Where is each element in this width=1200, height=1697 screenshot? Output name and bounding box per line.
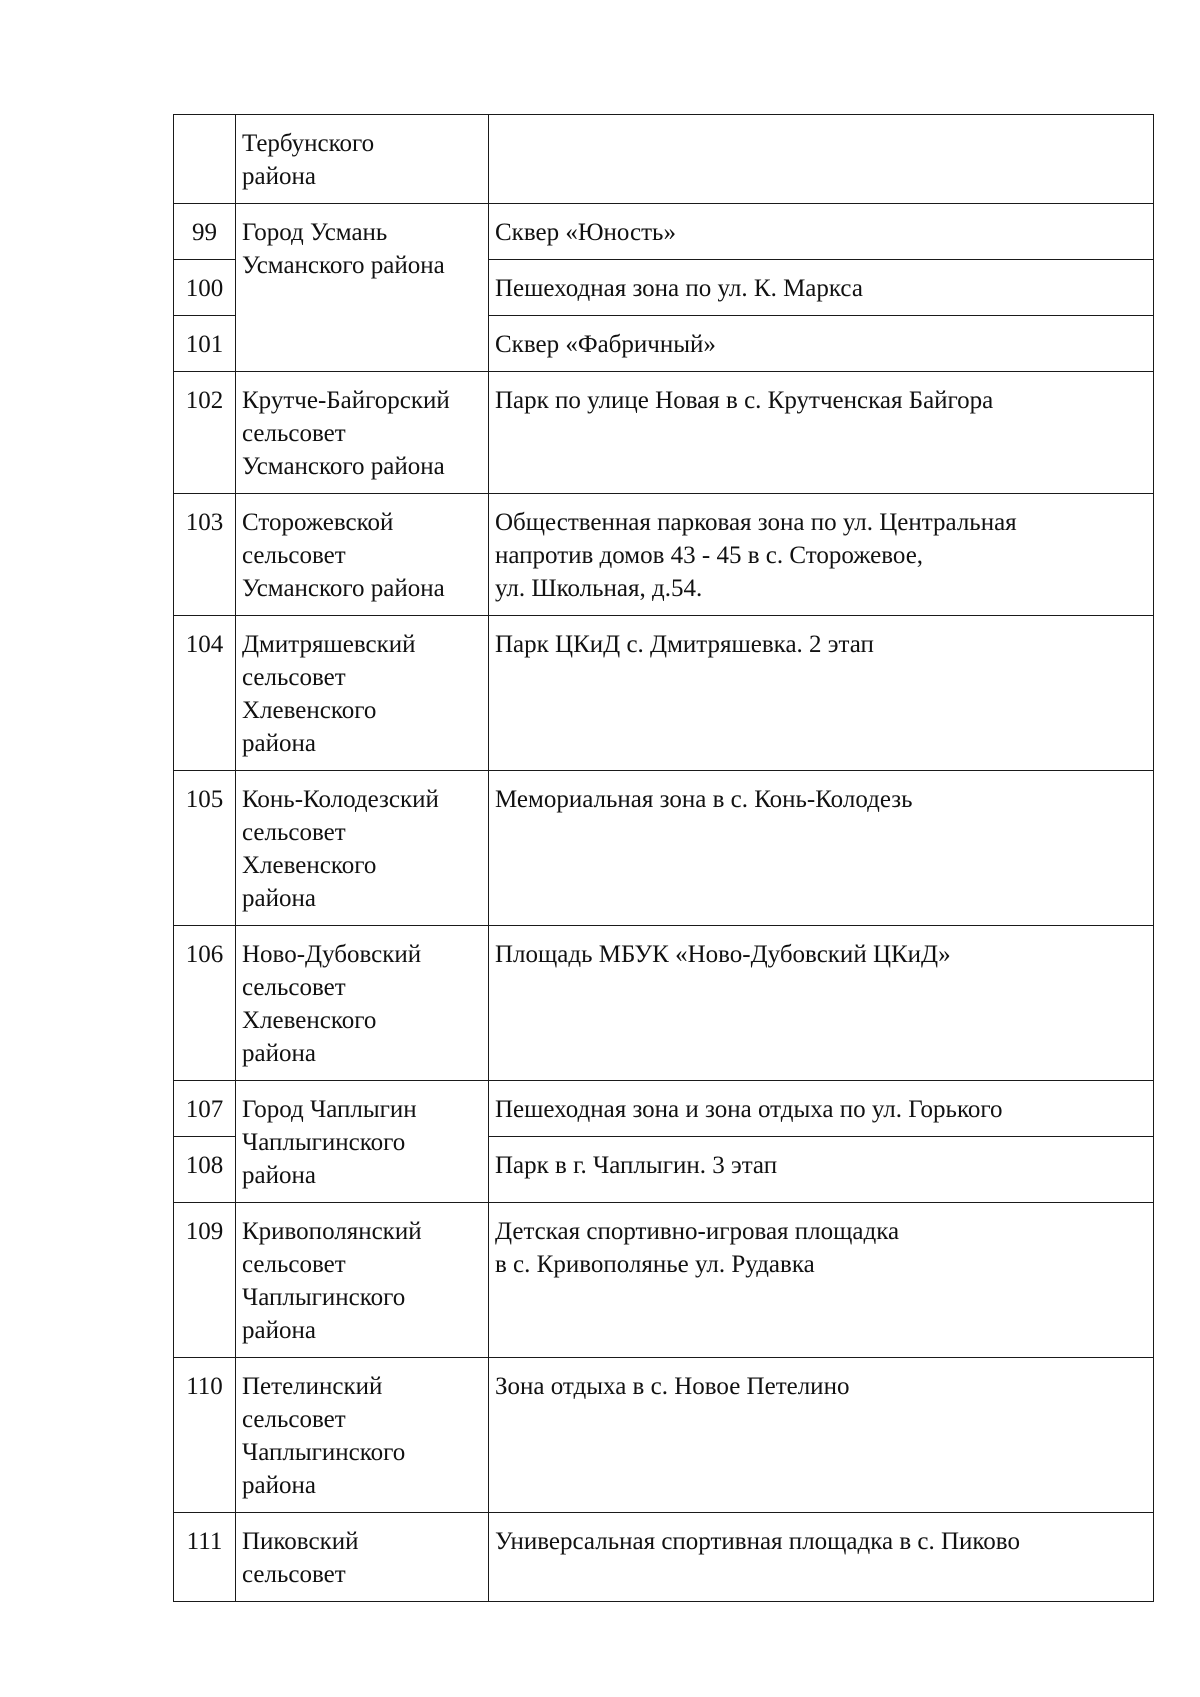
table-row [174,115,1154,204]
row-number: 102 [174,372,236,494]
object-cell: Площадь МБУК «Ново-Дубовский ЦКиД» [489,926,1154,1081]
municipality-cell: Крутче-Байгорский сельсовет Усманского района [236,372,489,494]
object-cell: Общественная парковая зона по ул. Центральная напротив домов 43 - 45 в с. Сторожевое, ул. Школьная, д.54. [489,494,1154,616]
table-row [174,1358,1154,1513]
table-row [174,616,1154,771]
municipality-cell: Пиковский сельсовет [236,1513,489,1602]
municipality-cell: Конь-Колодезский сельсовет Хлевенского района [236,771,489,926]
row-number: 110 [174,1358,236,1513]
row-number: 100 [174,260,236,316]
table-row [174,204,1154,260]
row-number: 107 [174,1081,236,1137]
object-cell: Парк в г. Чаплыгин. 3 этап [489,1137,1154,1203]
municipality-cell: Город Чаплыгин Чаплыгинского района [236,1081,489,1203]
row-number: 101 [174,316,236,372]
municipality-cell: Кривополянский сельсовет Чаплыгинского района [236,1203,489,1358]
table-row [174,494,1154,616]
row-number: 108 [174,1137,236,1203]
municipality-cell: Петелинский сельсовет Чаплыгинского района [236,1358,489,1513]
table-row [174,1513,1154,1602]
row-number [174,115,236,204]
object-cell: Парк по улице Новая в с. Крутченская Байгора [489,372,1154,494]
object-cell: Пешеходная зона по ул. К. Маркса [489,260,1154,316]
object-cell [489,115,1154,204]
municipality-cell: Дмитряшевский сельсовет Хлевенского района [236,616,489,771]
objects-table [173,114,1154,1602]
table-row [174,372,1154,494]
table-row [174,1203,1154,1358]
row-number: 109 [174,1203,236,1358]
municipality-cell: Ново-Дубовский сельсовет Хлевенского района [236,926,489,1081]
municipality-cell: Тербунского района [236,115,489,204]
object-cell: Зона отдыха в с. Новое Петелино [489,1358,1154,1513]
object-cell: Пешеходная зона и зона отдыха по ул. Горького [489,1081,1154,1137]
object-cell: Сквер «Юность» [489,204,1154,260]
row-number: 105 [174,771,236,926]
table-row [174,926,1154,1081]
object-cell: Сквер «Фабричный» [489,316,1154,372]
object-cell: Детская спортивно-игровая площадка в с. Кривополянье ул. Рудавка [489,1203,1154,1358]
row-number: 99 [174,204,236,260]
object-cell: Универсальная спортивная площадка в с. Пиково [489,1513,1154,1602]
row-number: 106 [174,926,236,1081]
object-cell: Мемориальная зона в с. Конь-Колодезь [489,771,1154,926]
table-row [174,771,1154,926]
municipality-cell: Город Усмань Усманского района [236,204,489,372]
object-cell: Парк ЦКиД с. Дмитряшевка. 2 этап [489,616,1154,771]
table-row [174,1081,1154,1137]
municipality-cell: Сторожевской сельсовет Усманского района [236,494,489,616]
row-number: 104 [174,616,236,771]
row-number: 103 [174,494,236,616]
row-number: 111 [174,1513,236,1602]
